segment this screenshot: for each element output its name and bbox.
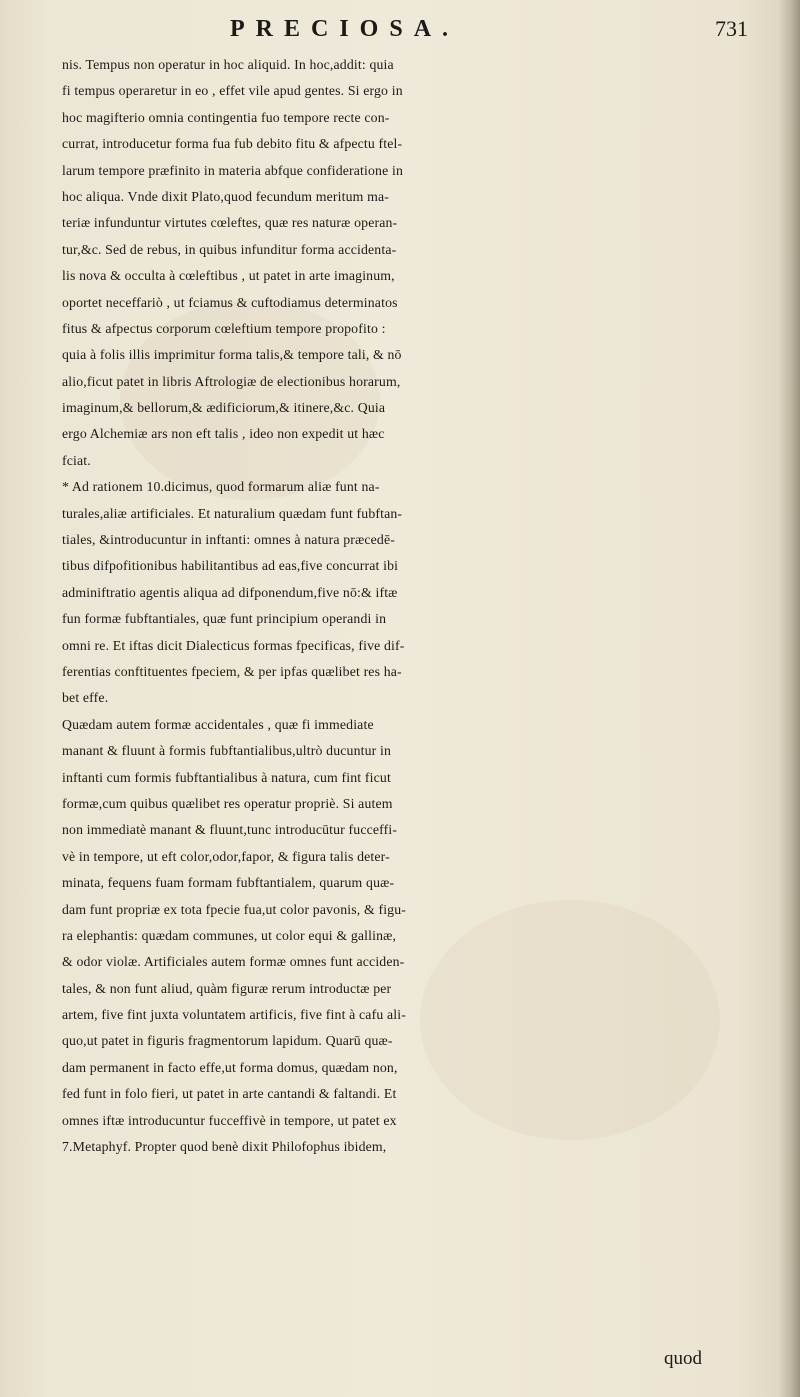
text-line: bet effe. xyxy=(62,690,109,706)
text-line: artem, five fint juxta voluntatem artificis, five fint à cafu ali- xyxy=(62,1007,406,1023)
text-line: turales,aliæ artificiales. Et naturalium quædam funt fubftan- xyxy=(62,505,403,521)
text-line: tur,&c. Sed de rebus, in quibus infunditur forma accidenta- xyxy=(62,241,397,257)
text-line: imaginum,& bellorum,& ædificiorum,& itinere,&c. Quia xyxy=(62,400,386,416)
text-line: Quædam autem formæ accidentales , quæ fi immediate xyxy=(62,716,374,732)
page-header xyxy=(60,12,760,48)
text-line: * Ad rationem 10.dicimus, quod formarum aliæ funt na- xyxy=(62,479,380,495)
text-line: minata, fequens fuam formam fubftantialem, quarum quæ- xyxy=(62,875,395,891)
text-line: fciat. xyxy=(62,452,91,468)
running-head: PRECIOSA. xyxy=(230,16,460,42)
text-line: tiales, &introducuntur in inftanti: omnes à natura præcedē- xyxy=(62,532,395,548)
text-line: quia à folis illis imprimitur forma talis,& tempore tali, & nō xyxy=(62,347,402,363)
text-line: omni re. Et iftas dicit Dialecticus formas fpecificas, five dif- xyxy=(62,637,405,653)
text-line: inftanti cum formis fubftantialibus à natura, cum fint ficut xyxy=(62,769,391,785)
gutter-shadow xyxy=(778,0,800,1397)
page-number: 731 xyxy=(715,16,748,41)
text-line: fun formæ fubftantiales, quæ funt principium operandi in xyxy=(62,611,387,627)
text-line: fi tempus operaretur in eo , effet vile apud gentes. Si ergo in xyxy=(62,83,403,99)
text-line: tales, & non funt aliud, quàm figuræ rerum introductæ per xyxy=(62,980,392,996)
text-line: adminiftratio agentis aliqua ad difponendum,five nō:& iftæ xyxy=(62,584,398,600)
text-line: currat, introducetur forma fua fub debito fitu & afpectu ftel- xyxy=(62,136,403,152)
text-line: fitus & afpectus corporum cœleftium tempore propofito : xyxy=(62,320,386,336)
text-line: vè in tempore, ut eft color,odor,fapor, & figura talis deter- xyxy=(62,848,390,864)
text-line: lis nova & occulta à cœleftibus , ut patet in arte imaginum, xyxy=(62,268,395,284)
text-line: ferentias conftituentes fpeciem, & per ipfas quælibet res ha- xyxy=(62,663,402,679)
text-line: non immediatè manant & fluunt,tunc introducūtur fucceffi- xyxy=(62,822,398,838)
text-line: formæ,cum quibus quælibet res operatur propriè. Si autem xyxy=(62,795,393,811)
text-line: & odor violæ. Artificiales autem formæ omnes funt acciden- xyxy=(62,954,405,970)
text-line: 7.Metaphyf. Propter quod benè dixit Philofophus ibidem, xyxy=(62,1139,387,1155)
body-text xyxy=(62,52,762,1160)
text-line: dam funt propriæ ex tota fpecie fua,ut color pavonis, & figu- xyxy=(62,901,407,917)
text-line: larum tempore præfinito in materia abfque confideratione in xyxy=(62,162,404,178)
text-line: hoc aliqua. Vnde dixit Plato,quod fecundum meritum ma- xyxy=(62,188,390,204)
text-line: hoc magifterio omnia contingentia fuo tempore recte con- xyxy=(62,109,390,125)
catchword: quod xyxy=(664,1348,702,1369)
text-line: teriæ infunduntur virtutes cœleftes, quæ res naturæ operan- xyxy=(62,215,398,231)
text-line: nis. Tempus non operatur in hoc aliquid. In hoc,addit: quia xyxy=(62,57,394,72)
text-line: ergo Alchemiæ ars non eft talis , ideo non expedit ut hæc xyxy=(62,426,385,442)
text-line: manant & fluunt à formis fubftantialibus,ultrò ducuntur in xyxy=(62,743,392,759)
text-line: oportet neceffariò , ut fciamus & cuftodiamus determinatos xyxy=(62,294,398,310)
text-line: dam permanent in facto effe,ut forma domus, quædam non, xyxy=(62,1059,398,1075)
text-line: alio,ficut patet in libris Aftrologiæ de electionibus horarum, xyxy=(62,373,401,389)
text-line: tibus difpofitionibus habilitantibus ad eas,five concurrat ibi xyxy=(62,558,399,574)
text-line: fed funt in folo fieri, ut patet in arte cantandi & faltandi. Et xyxy=(62,1086,397,1102)
text-line: quo,ut patet in figuris fragmentorum lapidum. Quarū quæ- xyxy=(62,1033,393,1049)
text-line: omnes iftæ introducuntur fucceffivè in tempore, ut patet ex xyxy=(62,1112,397,1128)
text-line: ra elephantis: quædam communes, ut color equi & gallinæ, xyxy=(62,927,397,943)
